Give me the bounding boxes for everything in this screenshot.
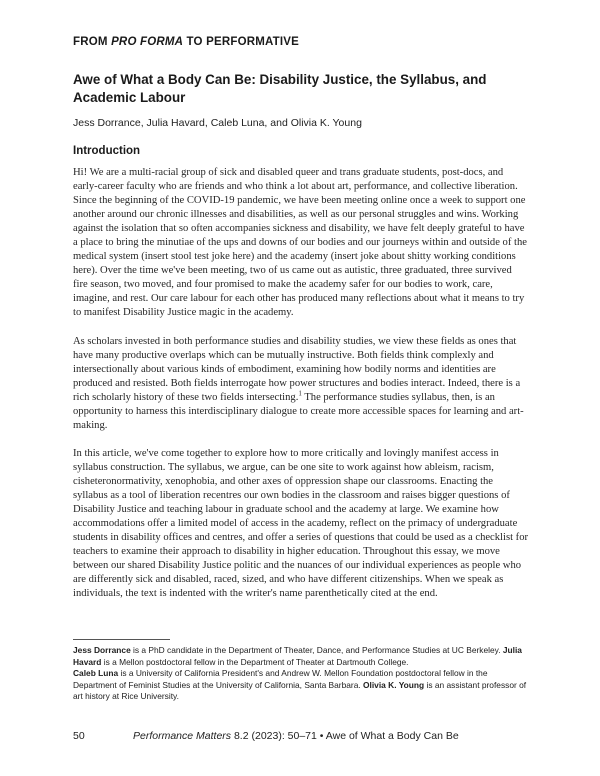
running-head-prefix: FROM — [73, 36, 112, 48]
footnote-divider — [73, 639, 170, 640]
bio-text-4: is an assistant professor of art history at Rice University. — [73, 679, 527, 702]
bio-name-1: Jess Dorrance — [73, 645, 131, 655]
running-head — [73, 36, 299, 48]
running-head-suffix: TO PERFORMATIVE — [183, 36, 300, 48]
paragraph-2 — [73, 335, 529, 433]
bio-name-4: Olivia K. Young — [363, 679, 425, 690]
paragraph-1: Hi! We are a multi-racial group of sick and disabled queer and trans graduate students, post-docs, and early-career faculty who are friends and who think a lot about art, performance, and collective liberation. Since the beginning of the COVID-19 pandemic, we have been meeting online once a week to support one another around our chronic illnesses and disabilities, as well as our personal struggles and wins. Working against the isolation that so often accompanies sickness and disability, we have felt deeply grateful to have a place to bring the minutiae of the ups and downs of our bodies and our journeys within and outside of the medical system (insert stool test joke here) and the academy (insert joke about shitty working conditions here). Over the time we've been meeting, two of us came out as autistic, three graduated, three survived fire season, two moved, and four promised to make the academy safer for our bodies to work, care, imagine, and rest. Our care labour for each other has produced many reflections about what it means to try to manifest Disability Justice magic in the academy. — [73, 167, 527, 319]
author-list: Jess Dorrance, Julia Havard, Caleb Luna, and Olivia K. Young — [73, 117, 362, 129]
paragraph-2-end: The performance studies syllabus, then, is an opportunity to harness this interdisciplinary dialogue to create more accessible spaces for learning and art-making. — [73, 391, 524, 431]
author-bios — [73, 645, 533, 703]
bio-text-1: is a PhD candidate in the Department of Theater, Dance, and Performance Studies at UC Berkeley. — [130, 645, 503, 655]
journal-name: Performance Matters — [133, 730, 232, 742]
running-head-italic: PRO FORMA — [111, 36, 184, 48]
bio-name-2: Julia Havard — [73, 645, 522, 667]
bio-name-3: Caleb Luna — [73, 668, 119, 679]
page-number: 50 — [73, 730, 85, 742]
bio-text-3: is a University of California President's and Andrew W. Mellon Foundation postdoctoral fellow in the Department of Feminist Studies at the University of California, Santa Barbara. — [73, 668, 488, 690]
section-heading: Introduction — [73, 145, 141, 157]
bio-paragraph — [73, 645, 533, 703]
paragraph-2-text: As scholars invested in both performance studies and disability studies, we view these fields as ones that have many productive overlaps which can be mutually instructive. Both fields think complexly and intersectionally about various kinds of embodiment, examining how bodily norms and identities are produced and resisted. Both fields interrogate how power structures and bodies interact. Indeed, there is a rich scholarly history of these two fields intersecting. — [73, 335, 521, 403]
paragraph-3: In this article, we've come together to explore how to more critically and lovingly manifest access in syllabus construction. The syllabus, we argue, can be one site to work against how ableism, racism, cisheteronormativity, xenophobia, and other axes of oppression shape our classrooms. Enacting the syllabus as a tool of liberation recentres our own bodies in the classroom and raises bigger questions of Disability Justice and teaching labour in graduate school and the academy at large. We examine how accommodations offer a limited model of access in the academy, reflect on the primacy of undergraduate students in disability offices and centres, and offer a series of questions that could be used as a checklist for teachers to examine their approach to disability in higher education. Throughout this essay, we move between our shared Disability Justice politic and the nuances of our individual experiences as people who are differently sick and disabled, raced, sized, and who have different citizenships. When we speak as individuals, the text is indented with the writer's name parenthetically cited at the end. — [73, 447, 529, 600]
article-title: Awe of What a Body Can Be: Disability Justice, the Syllabus, and Academic Labour — [73, 72, 487, 105]
article-body — [73, 166, 529, 615]
page-footer — [73, 730, 533, 742]
footnote-marker[interactable]: 1 — [298, 389, 302, 398]
bio-text-2: is a Mellon postdoctoral fellow in the Department of Theater at Dartmouth College. — [101, 656, 409, 667]
footer-citation: 8.2 (2023): 50–71 • Awe of What a Body Can Be — [231, 730, 459, 742]
